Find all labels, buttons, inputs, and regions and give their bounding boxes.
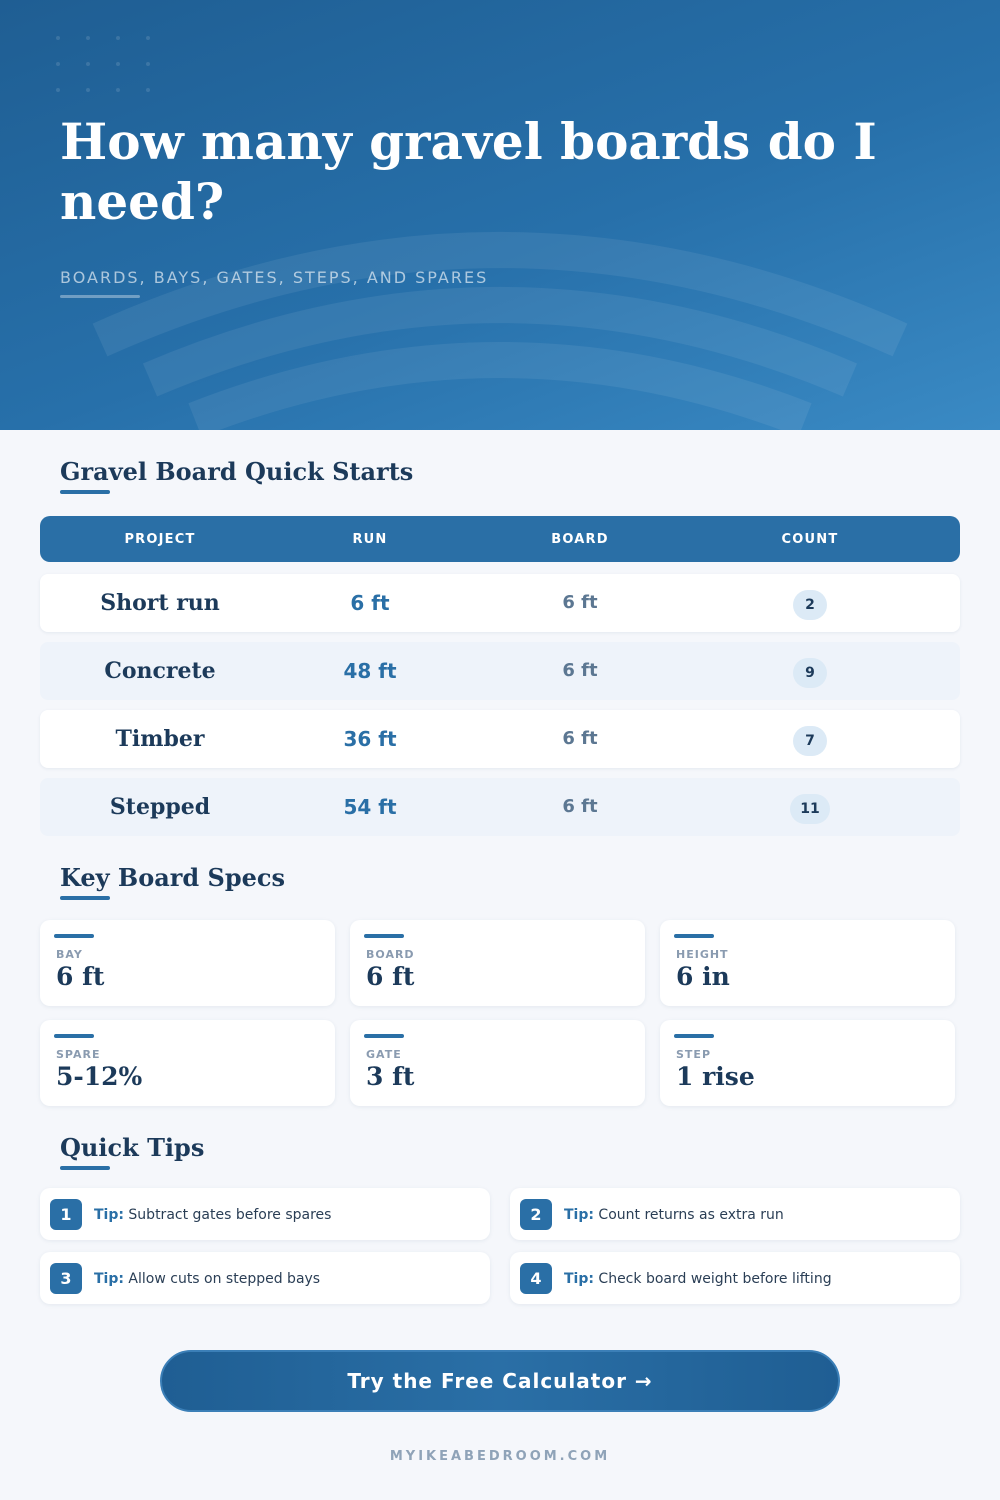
project-cell: Stepped: [109, 794, 211, 820]
tip-card: [510, 1188, 960, 1240]
count-badge: 11: [790, 794, 829, 824]
run-cell: 48 ft: [343, 659, 397, 683]
count-badge: 2: [793, 590, 827, 620]
tip-card: [510, 1252, 960, 1304]
board-cell: 6 ft: [562, 728, 598, 749]
page-title: How many gravel boards do I need?: [60, 112, 877, 231]
table-row: [40, 778, 960, 836]
quick-starts-underline: [60, 490, 110, 494]
run-cell: 54 ft: [343, 795, 397, 819]
spec-accent-bar: [674, 934, 714, 938]
tip-text: [94, 1252, 320, 1304]
spec-label: HEIGHT: [676, 948, 729, 961]
spec-card-step: [660, 1020, 955, 1106]
tip-text: [564, 1188, 784, 1240]
table-header: [40, 516, 960, 562]
spec-value: 6 ft: [56, 962, 105, 991]
footer-site-name: MYIKEABEDROOM.COM: [389, 1449, 611, 1464]
tip-label: Tip:: [564, 1207, 594, 1223]
tip-body: Check board weight before lifting: [598, 1271, 832, 1287]
tip-text: [564, 1252, 832, 1304]
spec-accent-bar: [364, 934, 404, 938]
page-subtitle: BOARDS, BAYS, GATES, STEPS, AND SPARES: [60, 268, 489, 287]
specs-underline: [60, 896, 110, 900]
tip-body: Count returns as extra run: [598, 1207, 784, 1223]
project-cell: Timber: [115, 726, 205, 752]
spec-label: SPARE: [56, 1048, 101, 1061]
spec-label: STEP: [676, 1048, 712, 1061]
project-cell: Concrete: [104, 658, 216, 684]
tips-heading: Quick Tips: [60, 1133, 205, 1162]
tip-label: Tip:: [94, 1271, 124, 1287]
spec-label: BOARD: [366, 948, 415, 961]
count-cell: [710, 642, 910, 700]
count-badge: 7: [793, 726, 827, 756]
tips-underline: [60, 1166, 110, 1170]
spec-card-height: [660, 920, 955, 1006]
count-cell: [710, 710, 910, 768]
column-header-project: PROJECT: [124, 532, 196, 547]
run-cell: 6 ft: [350, 591, 390, 615]
tip-label: Tip:: [94, 1207, 124, 1223]
spec-label: BAY: [56, 948, 83, 961]
tip-body: Allow cuts on stepped bays: [128, 1271, 321, 1287]
spec-card-board: [350, 920, 645, 1006]
count-badge: 9: [793, 658, 827, 688]
board-cell: 6 ft: [562, 592, 598, 613]
tip-number-badge: 3: [50, 1263, 82, 1294]
spec-value: 6 in: [676, 962, 730, 991]
spec-value: 5-12%: [56, 1062, 143, 1091]
project-cell: Short run: [100, 590, 220, 616]
table-row: [40, 642, 960, 700]
spec-accent-bar: [674, 1034, 714, 1038]
spec-card-spare: [40, 1020, 335, 1106]
tip-number-badge: 1: [50, 1199, 82, 1230]
spec-label: GATE: [366, 1048, 402, 1061]
table-row: [40, 710, 960, 768]
quick-starts-heading: Gravel Board Quick Starts: [60, 457, 414, 486]
tip-card: [40, 1188, 490, 1240]
spec-card-bay: [40, 920, 335, 1006]
spec-accent-bar: [364, 1034, 404, 1038]
spec-value: 1 rise: [676, 1062, 755, 1091]
column-header-count: COUNT: [781, 532, 839, 547]
board-cell: 6 ft: [562, 796, 598, 817]
column-header-run: RUN: [352, 532, 388, 547]
tip-number-badge: 4: [520, 1263, 552, 1294]
tip-card: [40, 1252, 490, 1304]
spec-accent-bar: [54, 934, 94, 938]
table-row: [40, 574, 960, 632]
subtitle-underline: [60, 295, 140, 298]
specs-heading: Key Board Specs: [60, 863, 286, 892]
board-cell: 6 ft: [562, 660, 598, 681]
spec-value: 3 ft: [366, 1062, 415, 1091]
free-calculator-button[interactable]: Try the Free Calculator →: [160, 1350, 840, 1412]
tip-text: [94, 1188, 331, 1240]
tip-number-badge: 2: [520, 1199, 552, 1230]
count-cell: [710, 574, 910, 632]
spec-value: 6 ft: [366, 962, 415, 991]
hero-banner: [0, 0, 1000, 430]
spec-accent-bar: [54, 1034, 94, 1038]
column-header-board: BOARD: [551, 532, 609, 547]
tip-body: Subtract gates before spares: [128, 1207, 332, 1223]
run-cell: 36 ft: [343, 727, 397, 751]
spec-card-gate: [350, 1020, 645, 1106]
tip-label: Tip:: [564, 1271, 594, 1287]
count-cell: [710, 778, 910, 836]
